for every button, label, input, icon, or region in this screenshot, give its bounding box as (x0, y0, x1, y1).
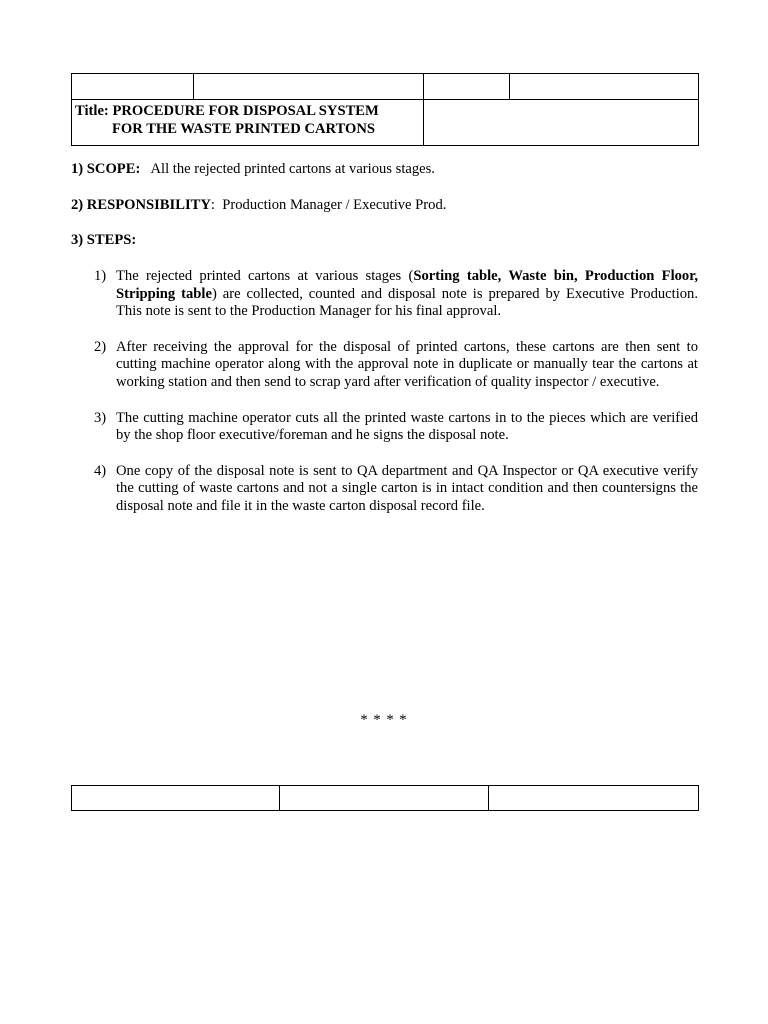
step-text: One copy of the disposal note is sent to QA department and QA Inspector or QA executive verify the cutting of waste cartons and not a single carton is in intact condition and then countersigns the disposal note and file it in the waste carton disposal record file. (116, 462, 698, 514)
footer-cell-empty (72, 786, 280, 811)
header-cell-empty (424, 74, 510, 100)
step-item (71, 268, 698, 321)
title-text-line2: FOR THE WASTE PRINTED CARTONS (112, 121, 376, 137)
step-text-part: The rejected printed cartons at various stages ( (116, 268, 414, 284)
responsibility-label: 2) RESPONSIBILITY (71, 197, 211, 213)
responsibility-text: Production Manager / Executive Prod. (222, 197, 447, 213)
step-number: 3) (94, 409, 107, 426)
steps-section (71, 232, 698, 250)
steps-label: 3) STEPS: (71, 232, 137, 248)
title-text-line1: PROCEDURE FOR DISPOSAL SYSTEM (112, 103, 379, 119)
header-cell-empty (194, 74, 424, 100)
step-number: 1) (94, 268, 107, 284)
responsibility-section (71, 197, 698, 215)
step-item (71, 339, 698, 392)
scope-label: 1) SCOPE: (71, 161, 141, 177)
step-item (71, 463, 698, 516)
footer-cell-empty (280, 786, 489, 811)
step-text-part: ) are collected, counted and disposal note is prepared by Executive Production. This note is sent to the Production Manager for his final approval. (116, 285, 698, 320)
document-header-table (71, 73, 699, 146)
end-marker: * * * * (360, 712, 408, 728)
header-cell-empty (510, 74, 699, 100)
title-label: Title: (75, 103, 109, 119)
step-text: The cutting machine operator cuts all the printed waste cartons in to the pieces which are verified by the shop floor executive/foreman and he signs the disposal note. (116, 409, 698, 444)
document-footer-table (71, 785, 699, 811)
footer-cell-empty (489, 786, 699, 811)
scope-section (71, 161, 698, 179)
step-item (71, 410, 698, 445)
header-cell-empty (424, 100, 699, 146)
responsibility-separator: : (210, 197, 215, 213)
step-text (116, 268, 698, 319)
header-cell-empty (72, 74, 194, 100)
document-title-cell (72, 100, 424, 146)
document-title-line1 (75, 102, 420, 120)
step-text-bold: Sorting table, Waste bin, Production Floor, Stripping table (116, 268, 699, 302)
step-number: 2) (94, 338, 107, 355)
step-number: 4) (94, 462, 107, 479)
step-text: After receiving the approval for the disposal of printed cartons, these cartons are then sent to cutting machine operator along with the approval note in duplicate or manually tear the cartons at working station and then send to scrap yard after verification of quality inspector / executive. (116, 338, 698, 390)
steps-list (71, 268, 698, 534)
scope-text: All the rejected printed cartons at various stages. (150, 161, 435, 177)
